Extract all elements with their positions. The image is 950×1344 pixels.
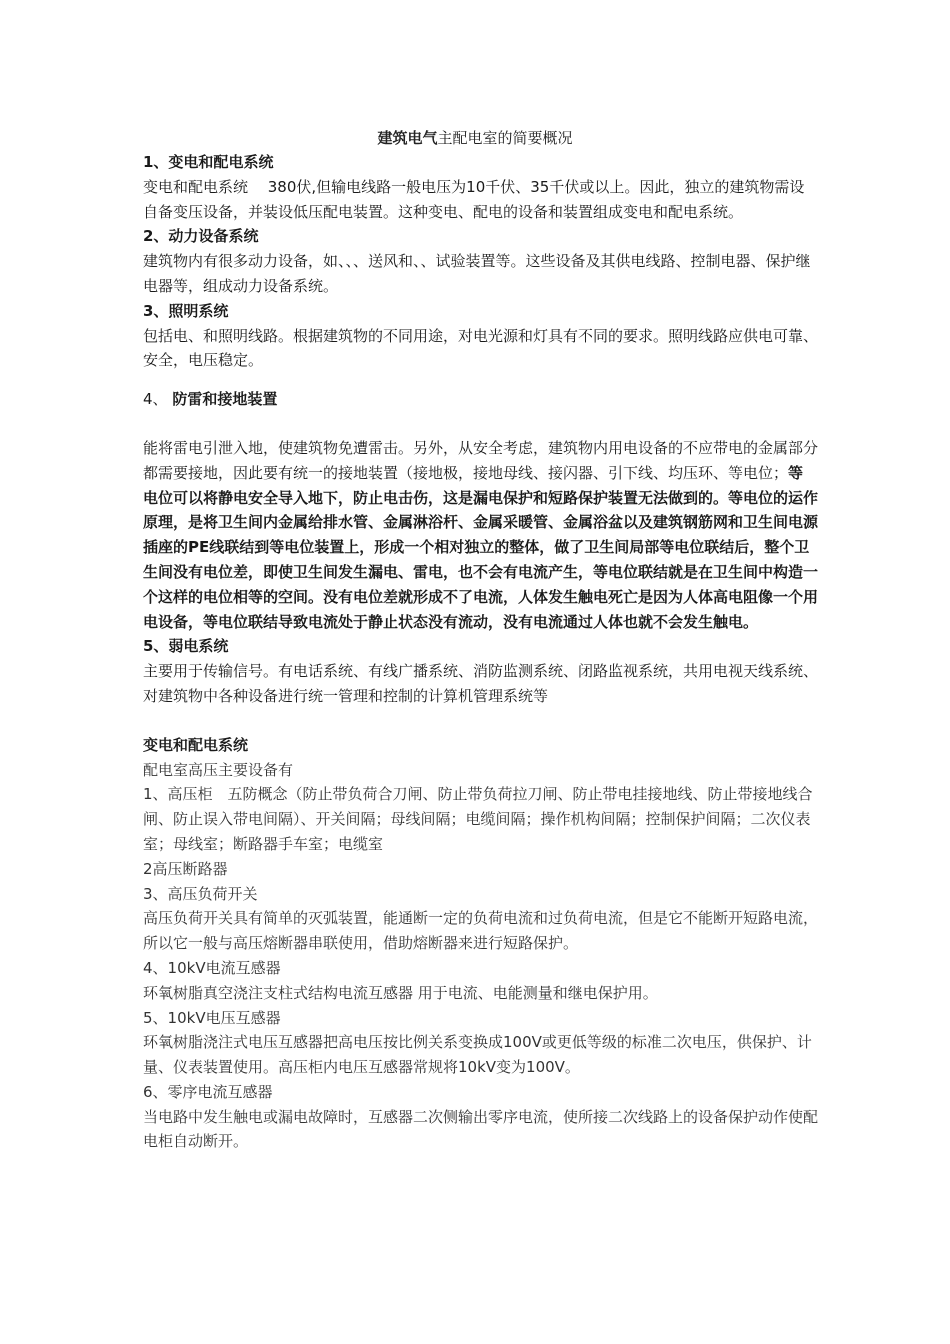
item-paragraph: 1、高压柜 五防概念（防止带负荷合刀闸、防止带负荷拉刀闸、防止带电挂接地线、防止带接地线合闸、防止误入带电间隔）、开关间隔；母线间隔；电缆间隔；操作机构间隔；控制保护间隔；二次仪表室；母线室；断路器手车室；电缆室 — [143, 785, 813, 853]
section-paragraph — [143, 436, 818, 634]
item-paragraph: 高压负荷开关具有简单的灭弧装置，能通断一定的负荷电流和过负荷电流，但是它不能断开短路电流，所以它一般与高压熔断器串联使用，借助熔断器来进行短路保护。 — [143, 909, 819, 953]
item-title: 2高压断路器 — [143, 859, 228, 878]
section-heading: 1、变电和配电系统 — [143, 153, 274, 171]
paragraph-bold-text: 等电位可以将静电安全导入地下，防止电击伤，这是漏电保护和短路保护装置无法做到的。等电位的运作原理，是将卫生间内金属给排水管、金属淋浴杆、金属采暖管、金属浴盆以及建筑钢筋网和卫生间电源插座的PE线联结到等电位装置上，形成一个相对独立的整体，做了卫生间局部等电位联结后，整个卫生间没有电位差，即使卫生间发生漏电、雷电，也不会有电流产生，等电位联结就是在卫生间中构造一个这样的电位相等的空间。没有电位差就形成不了电流，人体发生触电死亡是因为人体高电阻像一个用电设备，等电位联结导致电流处于静止状态没有流动，没有电流通过人体也就不会发生触电。 — [143, 463, 819, 631]
part-subheading: 配电室高压主要设备有 — [143, 760, 294, 779]
item-title: 3、高压负荷开关 — [143, 884, 258, 903]
document-body — [143, 150, 818, 1154]
section-paragraph: 建筑物内有很多动力设备，如、、、送风和、、试验装置等。这些设备及其供电线路、控制电器、保护继电器等，组成动力设备系统。 — [143, 252, 811, 295]
section-heading: 5、弱电系统 — [143, 637, 229, 656]
document-title — [0, 127, 950, 148]
section-heading: 2、动力设备系统 — [143, 227, 259, 246]
title-rest-part: 主配电室的简要概况 — [437, 129, 573, 147]
part-heading: 变电和配电系统 — [143, 735, 249, 754]
section-paragraph: 包括电、和照明线路。根据建筑物的不同用途，对电光源和灯具有不同的要求。照明线路应供电可靠、安全，电压稳定。 — [143, 326, 819, 370]
section-paragraph: 主要用于传输信号。有电话系统、有线广播系统、消防监测系统、闭路监视系统，共用电视天线系统、对建筑物中各种设备进行统一管理和控制的计算机管理系统等 — [143, 662, 819, 705]
item-paragraph: 环氧树脂浇注式电压互感器把高电压按比例关系变换成100V或更低等级的标准二次电压，供保护、计量、仪表装置使用。高压柜内电压互感器常规将10kV变为100V。 — [143, 1033, 812, 1077]
section-paragraph: 变电和配电系统 380伏,但输电线路一般电压为10千伏、35千伏或以上。因此，独立的建筑物需设自备变压设备，并装设低压配电装置。这种变电、配电的设备和装置组成变电和配电系统。 — [143, 177, 805, 221]
section-heading-title: 防雷和接地装置 — [172, 390, 278, 409]
section-heading — [143, 387, 818, 412]
item-paragraph: 环氧树脂真空浇注支柱式结构电流互感器 用于电流、电能测量和继电保护用。 — [143, 983, 658, 1002]
item-paragraph: 当电路中发生触电或漏电故障时，互感器二次侧输出零序电流，使所接二次线路上的设备保护动作使配电柜自动断开。 — [143, 1107, 819, 1151]
item-title: 4、10kV电流互感器 — [143, 958, 281, 977]
paragraph-plain-text: 能将雷电引泄入地，使建筑物免遭雷击。另外，从安全考虑，建筑物内用电设备的不应带电的金属部分都需要接地，因此要有统一的接地装置（接地极，接地母线、接闪器、引下线、均压环、等电位； — [143, 438, 819, 482]
section-number: 4、 — [143, 390, 168, 409]
item-title: 5、10kV电压互感器 — [143, 1008, 281, 1027]
item-title: 6、零序电流互感器 — [143, 1082, 273, 1101]
section-heading: 3、照明系统 — [143, 301, 229, 320]
title-bold-part: 建筑电气 — [377, 129, 438, 147]
